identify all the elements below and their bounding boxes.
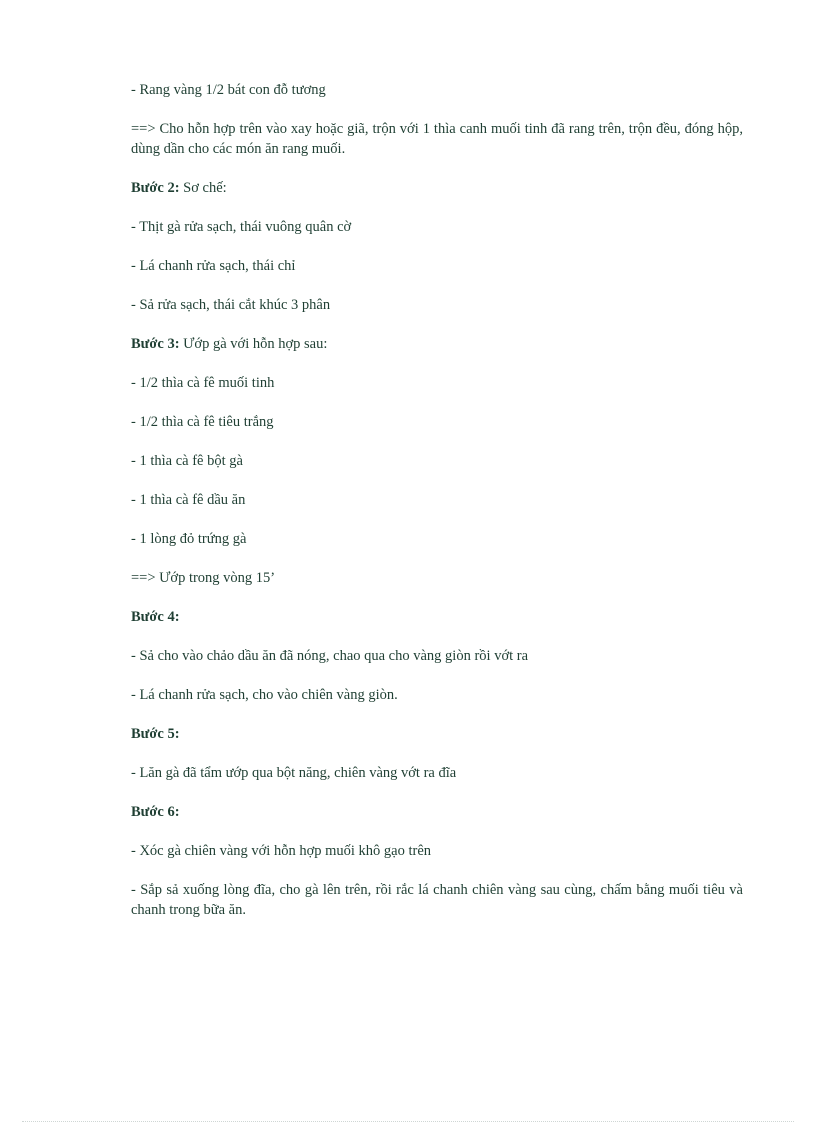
fry-line-chicken	[131, 763, 743, 783]
paragraph-text: - 1/2 thìa cà fê tiêu trắng	[131, 414, 274, 430]
step-heading-3	[131, 334, 743, 354]
paragraph-text: - Lá chanh rửa sạch, cho vào chiên vàng giòn.	[131, 687, 398, 703]
marinade-line-oil	[131, 490, 743, 510]
paragraph-text: - 1/2 thìa cà fê muối tinh	[131, 375, 275, 391]
prep-line-lemongrass	[131, 295, 743, 315]
step-label: Bước 2:	[131, 180, 180, 196]
paragraph-text: - Sả rửa sạch, thái cắt khúc 3 phân	[131, 297, 331, 313]
document-page	[131, 80, 743, 939]
paragraph-text: - Lá chanh rửa sạch, thái chỉ	[131, 258, 296, 274]
paragraph-text: - 1 thìa cà fê dầu ăn	[131, 492, 246, 508]
prep-line-chicken	[131, 217, 743, 237]
step-title: Sơ chế:	[179, 180, 227, 196]
paragraph-text: - Lăn gà đã tẩm ướp qua bột năng, chiên vàng vớt ra đĩa	[131, 765, 457, 781]
paragraph-text: ==> Ướp trong vòng 15’	[131, 570, 276, 586]
paragraph-text: - 1 thìa cà fê bột gà	[131, 453, 243, 469]
step-heading-5	[131, 724, 743, 744]
step-label: Bước 4:	[131, 609, 180, 625]
marinade-time	[131, 568, 743, 588]
paragraph-text: - Rang vàng 1/2 bát con đỗ tương	[131, 82, 326, 98]
prep-line-lime-leaf	[131, 256, 743, 276]
marinade-line-salt	[131, 373, 743, 393]
bottom-page-rule	[22, 1121, 794, 1122]
step-label: Bước 3:	[131, 336, 180, 352]
marinade-line-chicken-powder	[131, 451, 743, 471]
fry-line-lemongrass	[131, 646, 743, 666]
fry-line-lime-leaf	[131, 685, 743, 705]
paragraph-text: - Sắp sả xuống lòng đĩa, cho gà lên trên, rồi rắc lá chanh chiên vàng sau cùng, chấm bằng muối tiêu và chanh trong bữa ăn.	[131, 882, 743, 918]
paragraph-text: - Sả cho vào chảo dầu ăn đã nóng, chao qua cho vàng giòn rồi vớt ra	[131, 648, 529, 664]
paragraph-text: - Xóc gà chiên vàng với hỗn hợp muối khô gạo trên	[131, 843, 432, 859]
step-title: Ướp gà với hỗn hợp sau:	[179, 336, 328, 352]
instruction-mix-salt	[131, 119, 743, 159]
marinade-line-pepper	[131, 412, 743, 432]
paragraph-text: ==> Cho hỗn hợp trên vào xay hoặc giã, trộn với 1 thìa canh muối tinh đã rang trên, trộn đều, đóng hộp, dùng dần cho các món ăn rang muối.	[131, 121, 743, 157]
finish-line-plate	[131, 880, 743, 920]
step-label: Bước 6:	[131, 804, 180, 820]
paragraph-text: - Thịt gà rửa sạch, thái vuông quân cờ	[131, 219, 352, 235]
step-label: Bước 5:	[131, 726, 180, 742]
marinade-line-egg-yolk	[131, 529, 743, 549]
finish-line-toss	[131, 841, 743, 861]
step-heading-4	[131, 607, 743, 627]
paragraph-text: - 1 lòng đỏ trứng gà	[131, 531, 247, 547]
step-heading-6	[131, 802, 743, 822]
step-heading-2	[131, 178, 743, 198]
ingredient-line-roast-soybean	[131, 80, 743, 100]
